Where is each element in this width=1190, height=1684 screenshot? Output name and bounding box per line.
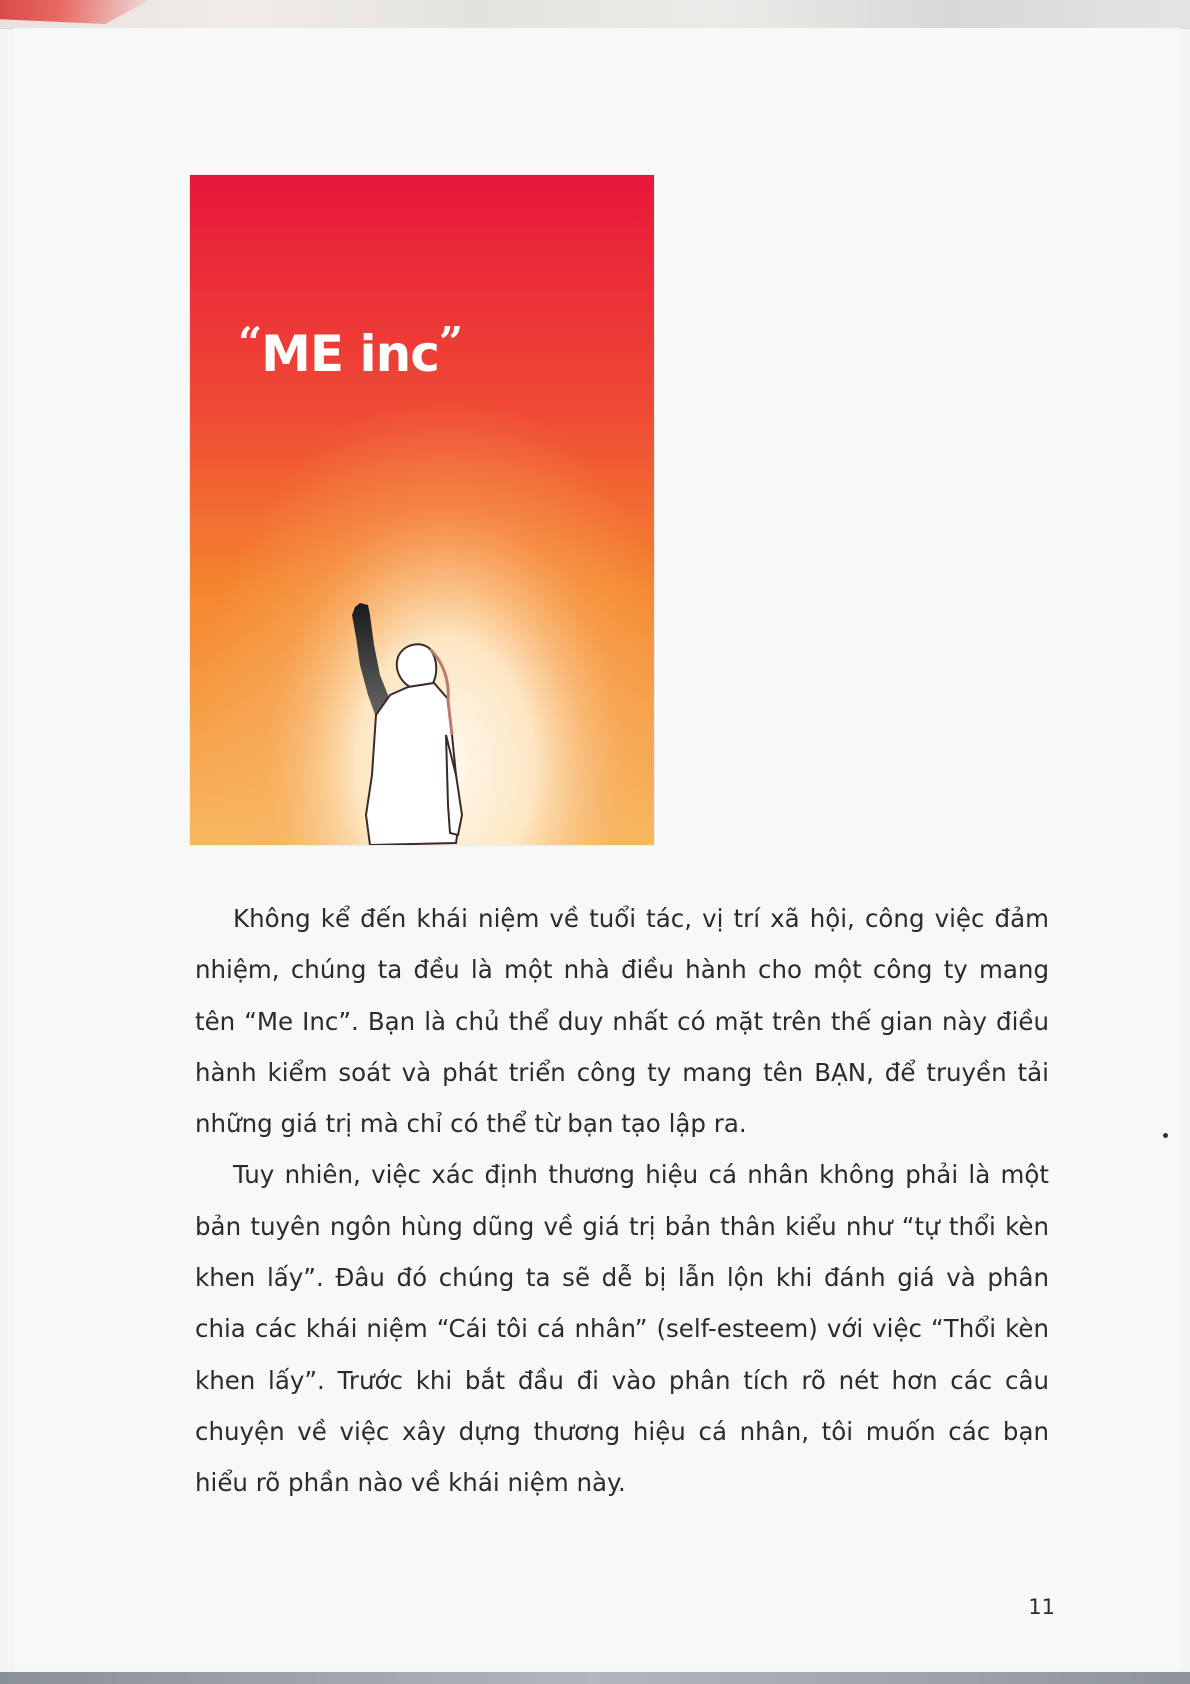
body-text <box>195 893 1049 1509</box>
margin-dot <box>1163 1133 1168 1138</box>
book-cover-illustration <box>190 175 654 845</box>
adjacent-page-edge-top <box>0 0 1190 29</box>
page-number: 11 <box>1028 1595 1055 1619</box>
paragraph-1: Không kể đến khái niệm về tuổi tác, vị trí xã hội, công việc đảm nhiệm, chúng ta đều là một nhà điều hành cho một công ty mang tên “Me Inc”. Bạn là chủ thể duy nhất có mặt trên thế gian này điều hành kiểm soát và phát triển công ty mang tên BẠN, để truyền tải những giá trị mà chỉ có thể từ bạn tạo lập ra. <box>195 904 1049 1139</box>
cover-title-close-quote: ” <box>438 318 463 367</box>
adjacent-page-edge-bottom <box>0 1672 1190 1684</box>
cover-title-open-quote: “ <box>238 318 262 367</box>
paragraph-2: Tuy nhiên, việc xác định thương hiệu cá nhân không phải là một bản tuyên ngôn hùng dũng về giá trị bản thân kiểu như “tự thổi kèn khen lấy”. Đâu đó chúng ta sẽ dễ bị lẫn lộn khi đánh giá và phân chia các khái niệm “Cái tôi cá nhân” (self-esteem) với việc “Thổi kèn khen lấy”. Trước khi bắt đầu đi vào phân tích rõ nét hơn các câu chuyện về việc xây dựng thương hiệu cá nhân, tôi muốn các bạn hiểu rõ phần nào về khái niệm này. <box>195 1160 1049 1498</box>
cover-background <box>190 175 654 845</box>
cover-title <box>238 313 538 384</box>
cover-title-text: ME inc <box>261 325 439 383</box>
